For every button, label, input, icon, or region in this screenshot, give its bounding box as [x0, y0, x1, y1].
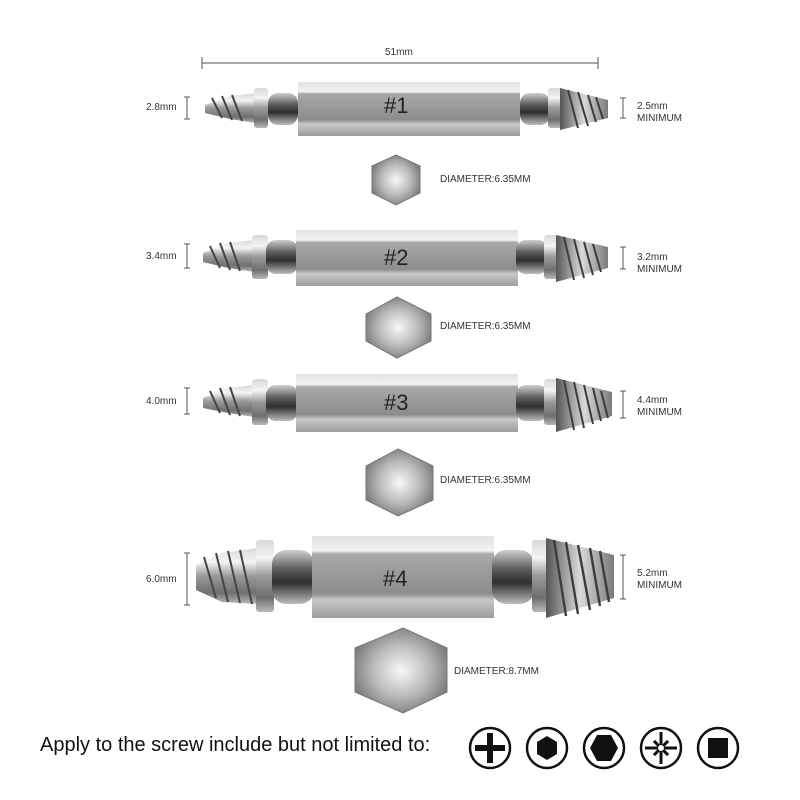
length-label: 51mm — [385, 47, 413, 58]
hex-socket-large-icon — [582, 726, 626, 770]
bit-number-2: #2 — [384, 245, 409, 270]
right-note-2: MINIMUM — [637, 264, 682, 275]
left-size-1: 2.8mm — [146, 102, 177, 113]
bit-number-3: #3 — [384, 390, 409, 415]
left-size-3: 4.0mm — [146, 396, 177, 407]
square-drive-icon — [696, 726, 740, 770]
right-note-4: MINIMUM — [637, 580, 682, 591]
right-size-1: 2.5mm — [637, 101, 668, 112]
left-size-brackets — [184, 97, 190, 605]
hex-section-2 — [366, 297, 431, 358]
bit-number-1: #1 — [384, 93, 409, 118]
right-size-2: 3.2mm — [637, 252, 668, 263]
torx-star-icon — [639, 726, 683, 770]
right-size-3: 4.4mm — [637, 395, 668, 406]
diameter-label-1: DIAMETER:6.35MM — [440, 174, 531, 185]
diameter-label-2: DIAMETER:6.35MM — [440, 321, 531, 332]
right-note-3: MINIMUM — [637, 407, 682, 418]
diameter-label-4: DIAMETER:8.7MM — [454, 666, 540, 677]
hex-section-3 — [366, 449, 433, 516]
hex-section-4 — [355, 628, 447, 713]
bit-number-4: #4 — [383, 566, 408, 591]
right-size-4: 5.2mm — [637, 568, 668, 579]
left-size-4: 6.0mm — [146, 574, 177, 585]
right-note-1: MINIMUM — [637, 113, 682, 124]
right-size-brackets — [620, 98, 626, 599]
left-size-2: 3.4mm — [146, 251, 177, 262]
footer-caption: Apply to the screw include but not limited to: — [40, 734, 431, 756]
diameter-label-3: DIAMETER:6.35MM — [440, 475, 531, 486]
hex-section-1 — [372, 155, 420, 205]
length-dimension — [202, 57, 598, 69]
phillips-icon — [468, 726, 512, 770]
hex-socket-icon — [525, 726, 569, 770]
